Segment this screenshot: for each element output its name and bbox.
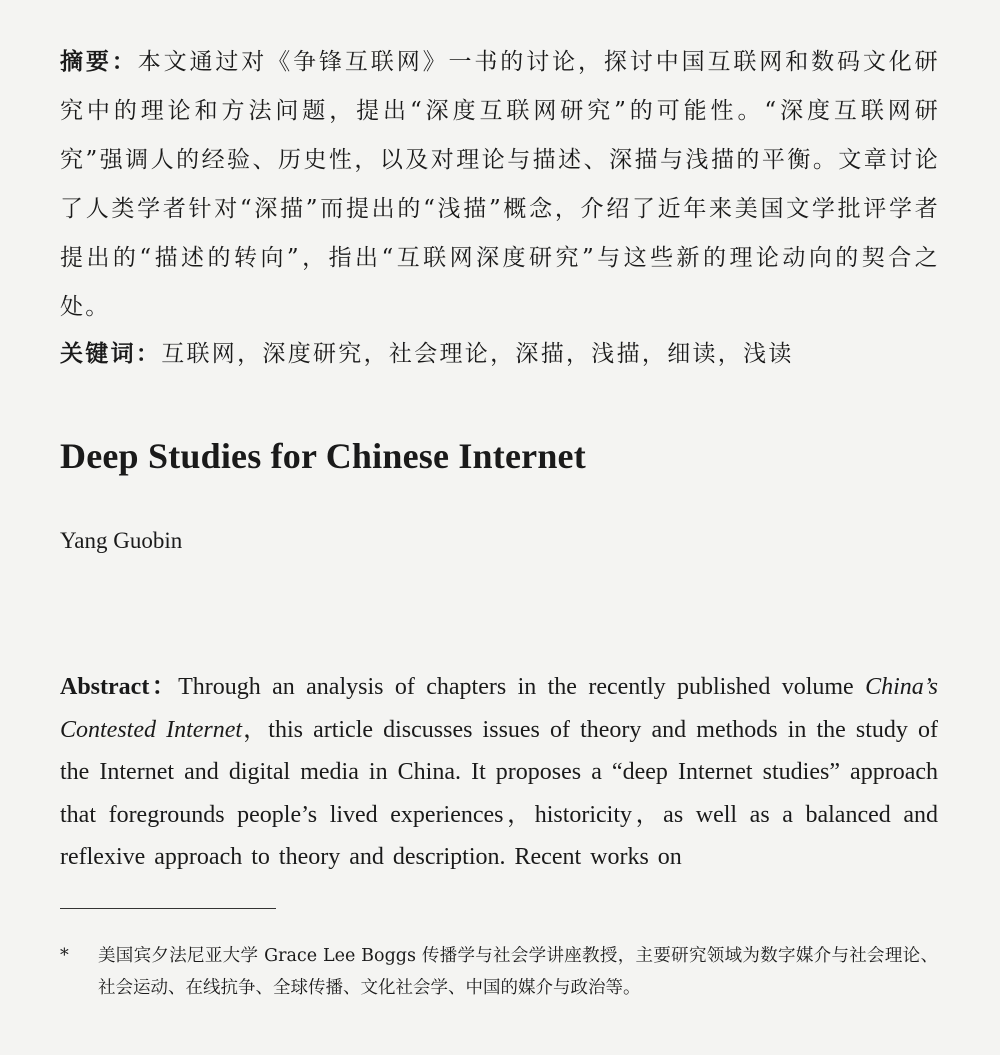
english-abstract-rest: ，this article discusses issues of theory and methods in the study of the Internet and digital media in China. It proposes a “deep Internet studies” approach that foregrounds people’s lived experiences，historicity，as well as a balanced and reflexive approach to theory and description. Recent works on — [60, 716, 939, 870]
english-abstract — [60, 666, 938, 879]
english-abstract-intro: Through an analysis of chapters in the recently published volume — [178, 674, 866, 700]
footnote-divider — [60, 908, 276, 909]
author-footnote — [60, 940, 938, 1004]
chinese-abstract-label: 摘要： — [60, 49, 138, 75]
book-title: China’s Contested Internet — [60, 674, 938, 743]
chinese-keywords — [60, 330, 940, 379]
chinese-keywords-label: 关键词： — [60, 341, 162, 367]
chinese-keywords-text: 互联网，深度研究，社会理论，深描，浅描，细读，浅读 — [161, 341, 794, 367]
english-title: Deep Studies for Chinese Internet — [60, 436, 586, 476]
chinese-abstract — [60, 38, 940, 332]
chinese-abstract-text: 本文通过对《争锋互联网》一书的讨论，探讨中国互联网和数码文化研究中的理论和方法问题，提出“深度互联网研究”的可能性。“深度互联网研究”强调人的经验、历史性，以及对理论与描述、深描与浅描的平衡。文章讨论了人类学者针对“深描”而提出的“浅描”概念，介绍了近年来美国文学批评学者提出的“描述的转向”，指出“互联网深度研究”与这些新的理论动向的契合之处。 — [60, 49, 940, 320]
english-abstract-label: Abstract — [60, 674, 150, 700]
footnote-marker: * — [60, 946, 69, 966]
author-name: Yang Guobin — [60, 528, 183, 553]
english-abstract-colon: ： — [149, 674, 179, 700]
footnote-text: 美国宾夕法尼亚大学 Grace Lee Boggs 传播学与社会学讲座教授，主要研究领域为数字媒介与社会理论、社会运动、在线抗争、全球传播、文化社会学、中国的媒介与政治等。 — [98, 946, 938, 998]
